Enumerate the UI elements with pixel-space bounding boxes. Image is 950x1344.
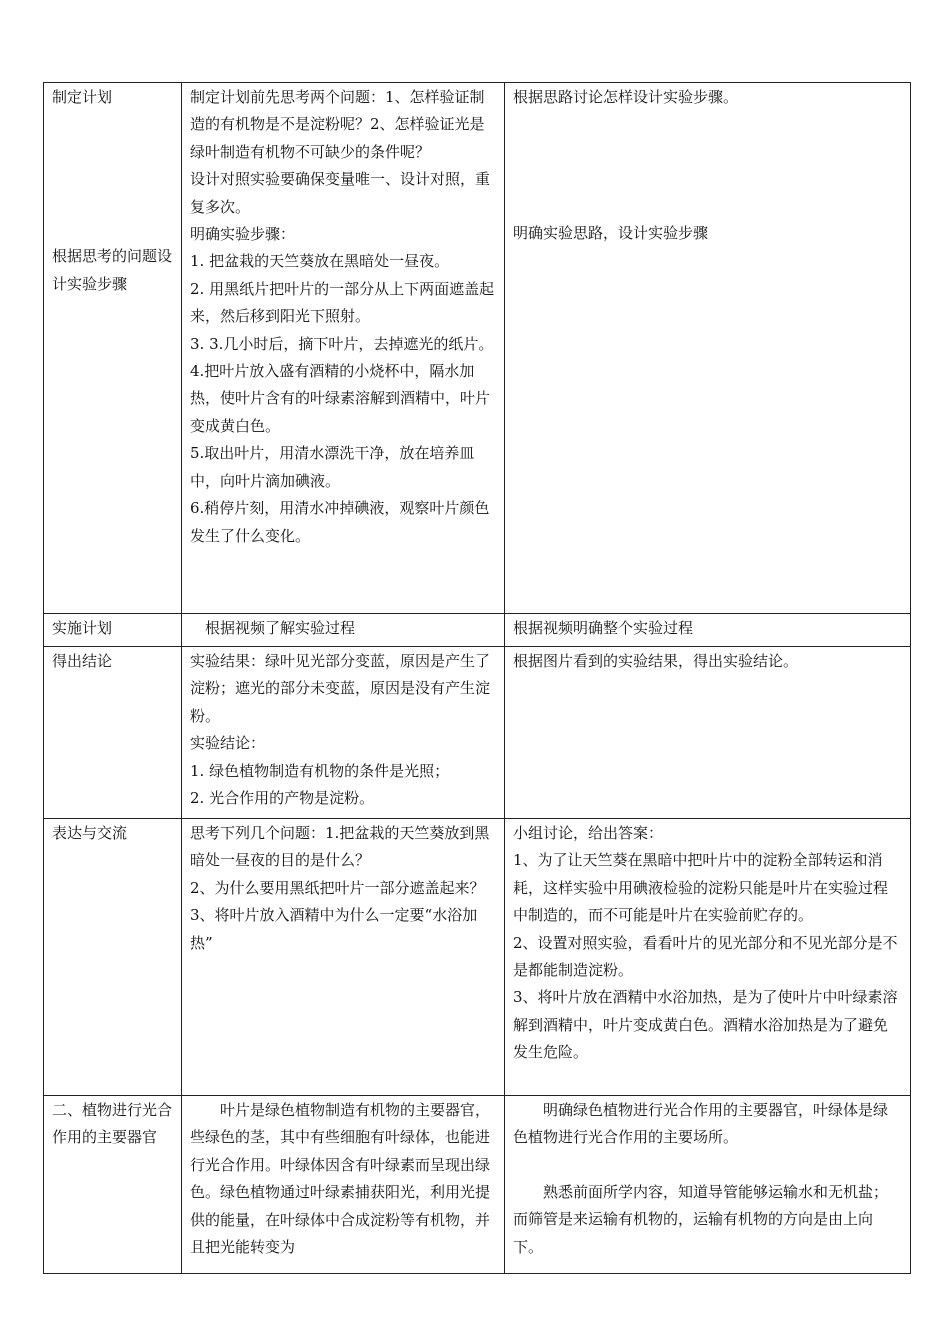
stage-sublabel: 根据思考的问题设计实验步骤 <box>52 247 173 293</box>
stage-cell <box>44 647 182 819</box>
teacher-text: 叶片是绿色植物制造有机物的主要器官，些绿色的茎，其中有些细胞有叶绿体，也能进行光合作用。叶绿体因含有叶绿素而呈现出绿色。绿色植物通过叶绿素捕获阳光，利用光提供的能量，在叶绿体中合成淀粉等有机物，并且把光能转变为 <box>190 1101 491 1257</box>
stage-cell <box>44 614 182 647</box>
student-cell <box>505 647 911 819</box>
conclusion-item: 2. 光合作用的产物是淀粉。 <box>190 789 375 808</box>
answer-text: 小组讨论，给出答案： <box>513 824 664 842</box>
table-row <box>44 614 911 647</box>
teacher-cell <box>182 1096 505 1274</box>
table-row <box>44 819 911 1096</box>
stage-cell <box>44 819 182 1096</box>
student-cell <box>505 614 911 647</box>
student-text: 熟悉前面所学内容，知道导管能够运输水和无机盐；而筛管是来运输有机物的，运输有机物的方向是由上向下。 <box>513 1182 889 1256</box>
teacher-text: 制定计划前先思考两个问题：1、怎样验证制造的有机物是不是淀粉呢？2、怎样验证光是绿叶制造有机物不可缺少的条件呢？ <box>190 88 485 161</box>
question-text: 3、将叶片放入酒精中为什么一定要“水浴加热” <box>190 906 478 952</box>
teacher-cell <box>182 614 505 647</box>
spacer <box>513 1152 902 1179</box>
student-text: 根据思路讨论怎样设计实验步骤。 <box>513 88 739 106</box>
table-row <box>44 1096 911 1274</box>
student-text: 明确实验思路，设计实验步骤 <box>513 224 709 243</box>
answer-text: 2、设置对照实验，看看叶片的见光部分和不见光部分是不是都能制造淀粉。 <box>513 933 898 980</box>
teacher-text: 明确实验步骤： <box>190 225 296 244</box>
answer-text: 1、为了让天竺葵在黑暗中把叶片中的淀粉全部转运和消耗，这样实验中用碘液检验的淀粉只能是叶片在实验过程中制造的，而不可能是叶片在实验前贮存的。 <box>513 851 889 925</box>
step-item: 6.稍停片刻，用清水冲掉碘液，观察叶片颜色发生了什么变化。 <box>190 499 490 545</box>
student-cell <box>505 1096 911 1274</box>
student-cell <box>505 83 911 614</box>
student-text: 根据图片看到的实验结果，得出实验结论。 <box>513 652 799 670</box>
step-item: 5.取出叶片，用清水漂洗干净，放在培养皿中，向叶片滴加碘液。 <box>190 444 475 490</box>
stage-label: 实施计划 <box>52 619 113 637</box>
teacher-cell <box>182 647 505 819</box>
question-text: 2、为什么要用黑纸把叶片一部分遮盖起来？ <box>190 878 485 897</box>
teacher-text: 设计对照实验要确保变量唯一、设计对照，重复多次。 <box>190 170 491 216</box>
step-item: 2. 用黑纸片把叶片的一部分从上下两面遮盖起来，然后移到阳光下照射。 <box>190 279 495 326</box>
student-text: 根据视频明确整个实验过程 <box>513 619 694 637</box>
table-row <box>44 83 911 614</box>
teacher-cell <box>182 819 505 1096</box>
stage-label: 表达与交流 <box>52 824 128 842</box>
step-item: 1. 把盆栽的天竺葵放在黑暗处一昼夜。 <box>190 252 450 271</box>
stage-label: 得出结论 <box>52 652 113 670</box>
teacher-text: 实验结果：绿叶见光部分变蓝，原因是产生了淀粉；遮光的部分未变蓝，原因是没有产生淀粉。 <box>190 652 491 725</box>
table-row <box>44 647 911 819</box>
conclusion-item: 1. 绿色植物制造有机物的条件是光照； <box>190 761 450 780</box>
teacher-cell <box>182 83 505 614</box>
stage-cell <box>44 83 182 614</box>
step-item: 3. 3.几小时后，摘下叶片，去掉遮光的纸片。 <box>190 334 494 353</box>
stage-cell <box>44 1096 182 1274</box>
answer-text: 3、将叶片放在酒精中水浴加热，是为了使叶片中叶绿素溶解到酒精中，叶片变成黄白色。酒精水浴加热是为了避免发生危险。 <box>513 988 898 1062</box>
student-cell <box>505 819 911 1096</box>
question-text: 思考下列几个问题：1.把盆栽的天竺葵放到黑暗处一昼夜的目的是什么？ <box>190 824 490 870</box>
teacher-text: 实验结论： <box>190 734 266 753</box>
teacher-text: 根据视频了解实验过程 <box>205 619 356 637</box>
stage-label: 制定计划 <box>52 88 113 106</box>
student-text: 明确绿色植物进行光合作用的主要器官，叶绿体是绿色植物进行光合作用的主要场所。 <box>513 1101 889 1147</box>
lesson-plan-table <box>43 82 911 1274</box>
stage-label: 二、植物进行光合作用的主要器官 <box>52 1101 173 1147</box>
step-item: 4.把叶片放入盛有酒精的小烧杯中，隔水加热，使叶片含有的叶绿素溶解到酒精中，叶片变成黄白色。 <box>190 362 491 435</box>
